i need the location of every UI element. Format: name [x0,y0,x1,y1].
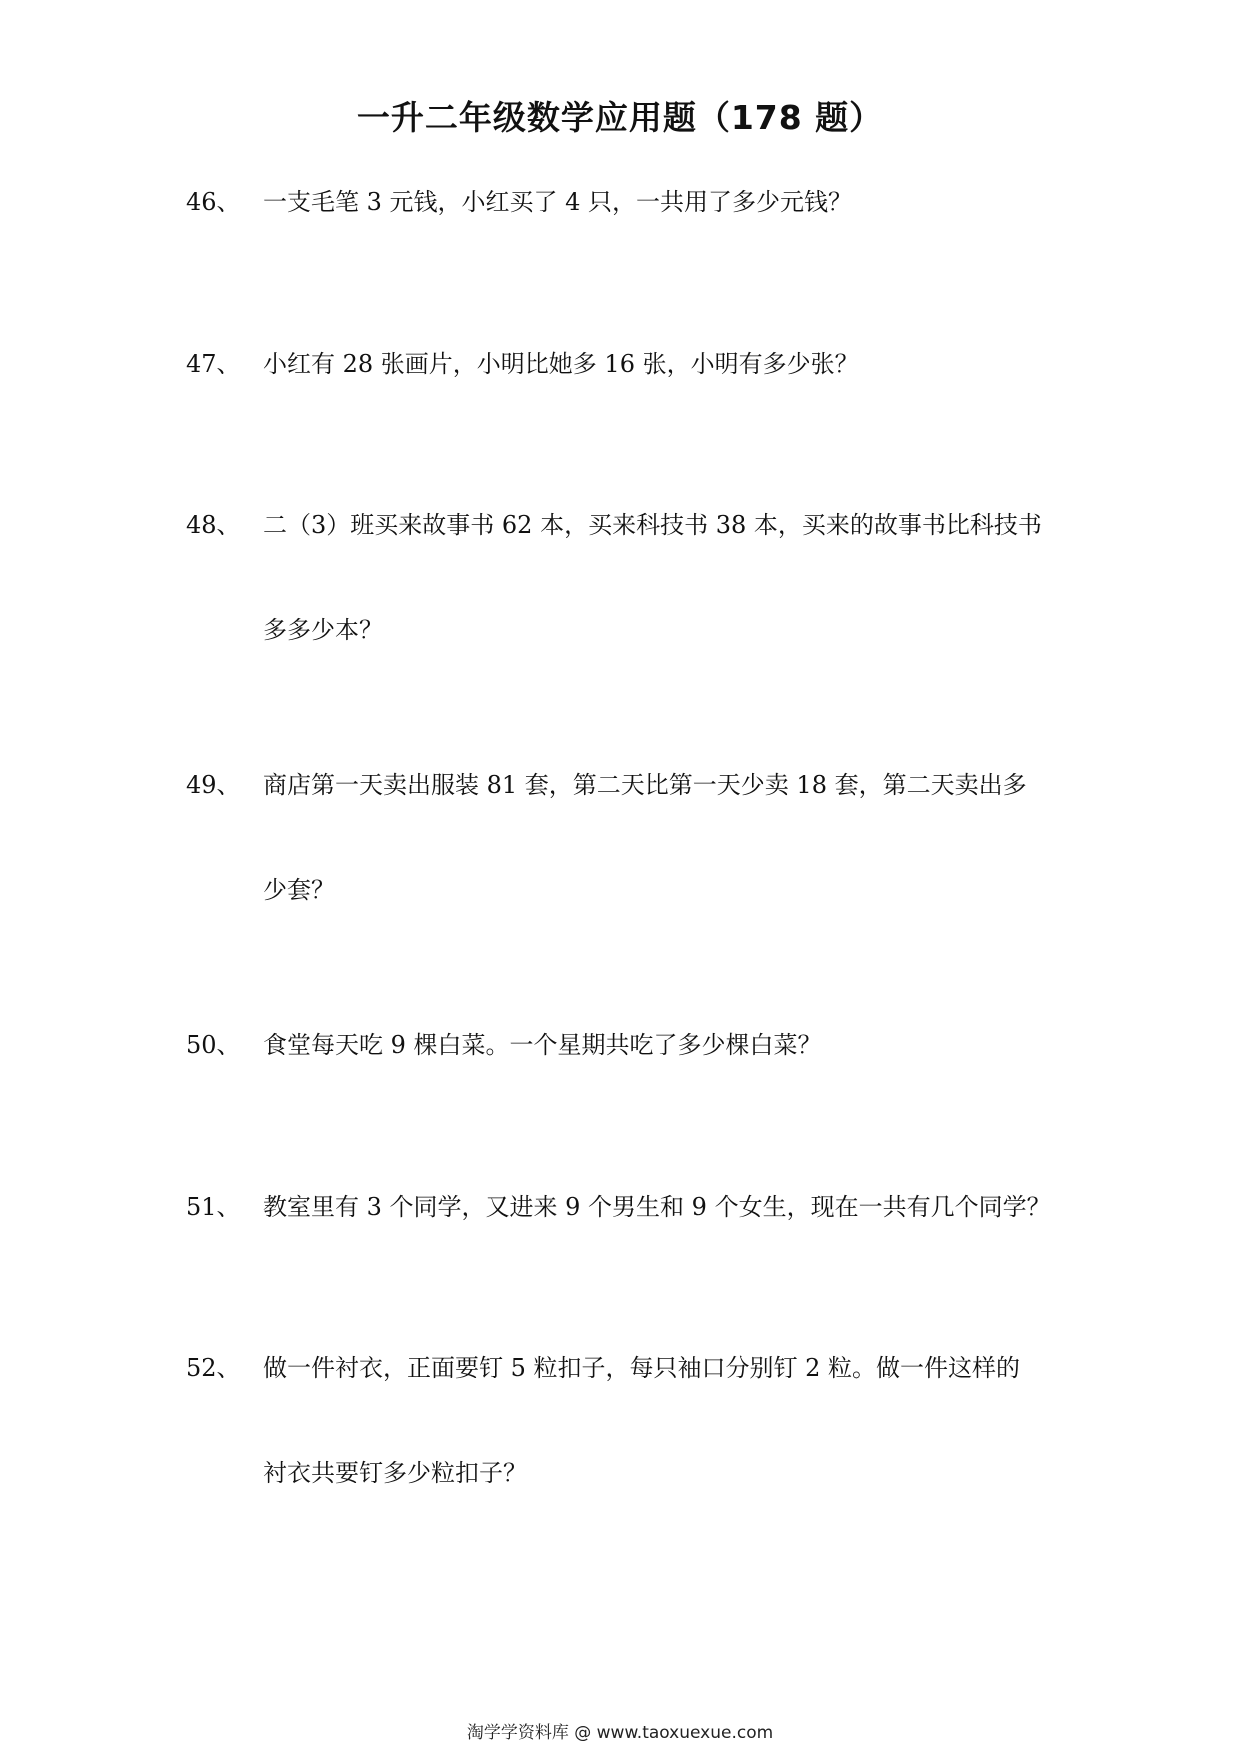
problem-number: 50、 [186,1031,241,1059]
problem-line: 小红有 28 张画片，小明比她多 16 张，小明有多少张？ [263,350,859,378]
problem-number: 46、 [186,188,241,216]
problem-text [263,1348,1063,1493]
problem-line: 食堂每天吃 9 棵白菜。一个星期共吃了多少棵白菜？ [263,1031,822,1059]
problem-line: 二（3）班买来故事书 62 本，买来科技书 38 本，买来的故事书比科技书 [263,511,1042,539]
problem-line: 做一件衬衣，正面要钉 5 粒扣子，每只袖口分别钉 2 粒。做一件这样的 [263,1354,1021,1382]
page-footer: 淘学学资料库 @ www.taoxuexue.com [466,1723,774,1743]
problem-text [263,344,1063,384]
page-title: 一升二年级数学应用题（178 题） [356,98,884,137]
problem-number: 51、 [186,1193,241,1221]
problem-text [263,182,1063,222]
problem-text [263,505,1063,650]
problem-line: 教室里有 3 个同学，又进来 9 个男生和 9 个女生，现在一共有几个同学？ [263,1193,1051,1221]
problem-line: 衬衣共要钉多少粒扣子？ [263,1459,527,1487]
problem-line: 少套？ [263,876,335,904]
problem-line: 一支毛笔 3 元钱，小红买了 4 只，一共用了多少元钱？ [263,188,853,216]
problem-text [263,1187,1063,1227]
problem-line: 商店第一天卖出服装 81 套，第二天比第一天少卖 18 套，第二天卖出多 [263,771,1027,799]
problem-text [263,765,1063,910]
problem-number: 48、 [186,511,241,539]
problem-number: 52、 [186,1354,241,1382]
problem-text [263,1025,1063,1065]
problem-line: 多多少本？ [263,616,383,644]
problem-number: 47、 [186,350,241,378]
problem-number: 49、 [186,771,241,799]
